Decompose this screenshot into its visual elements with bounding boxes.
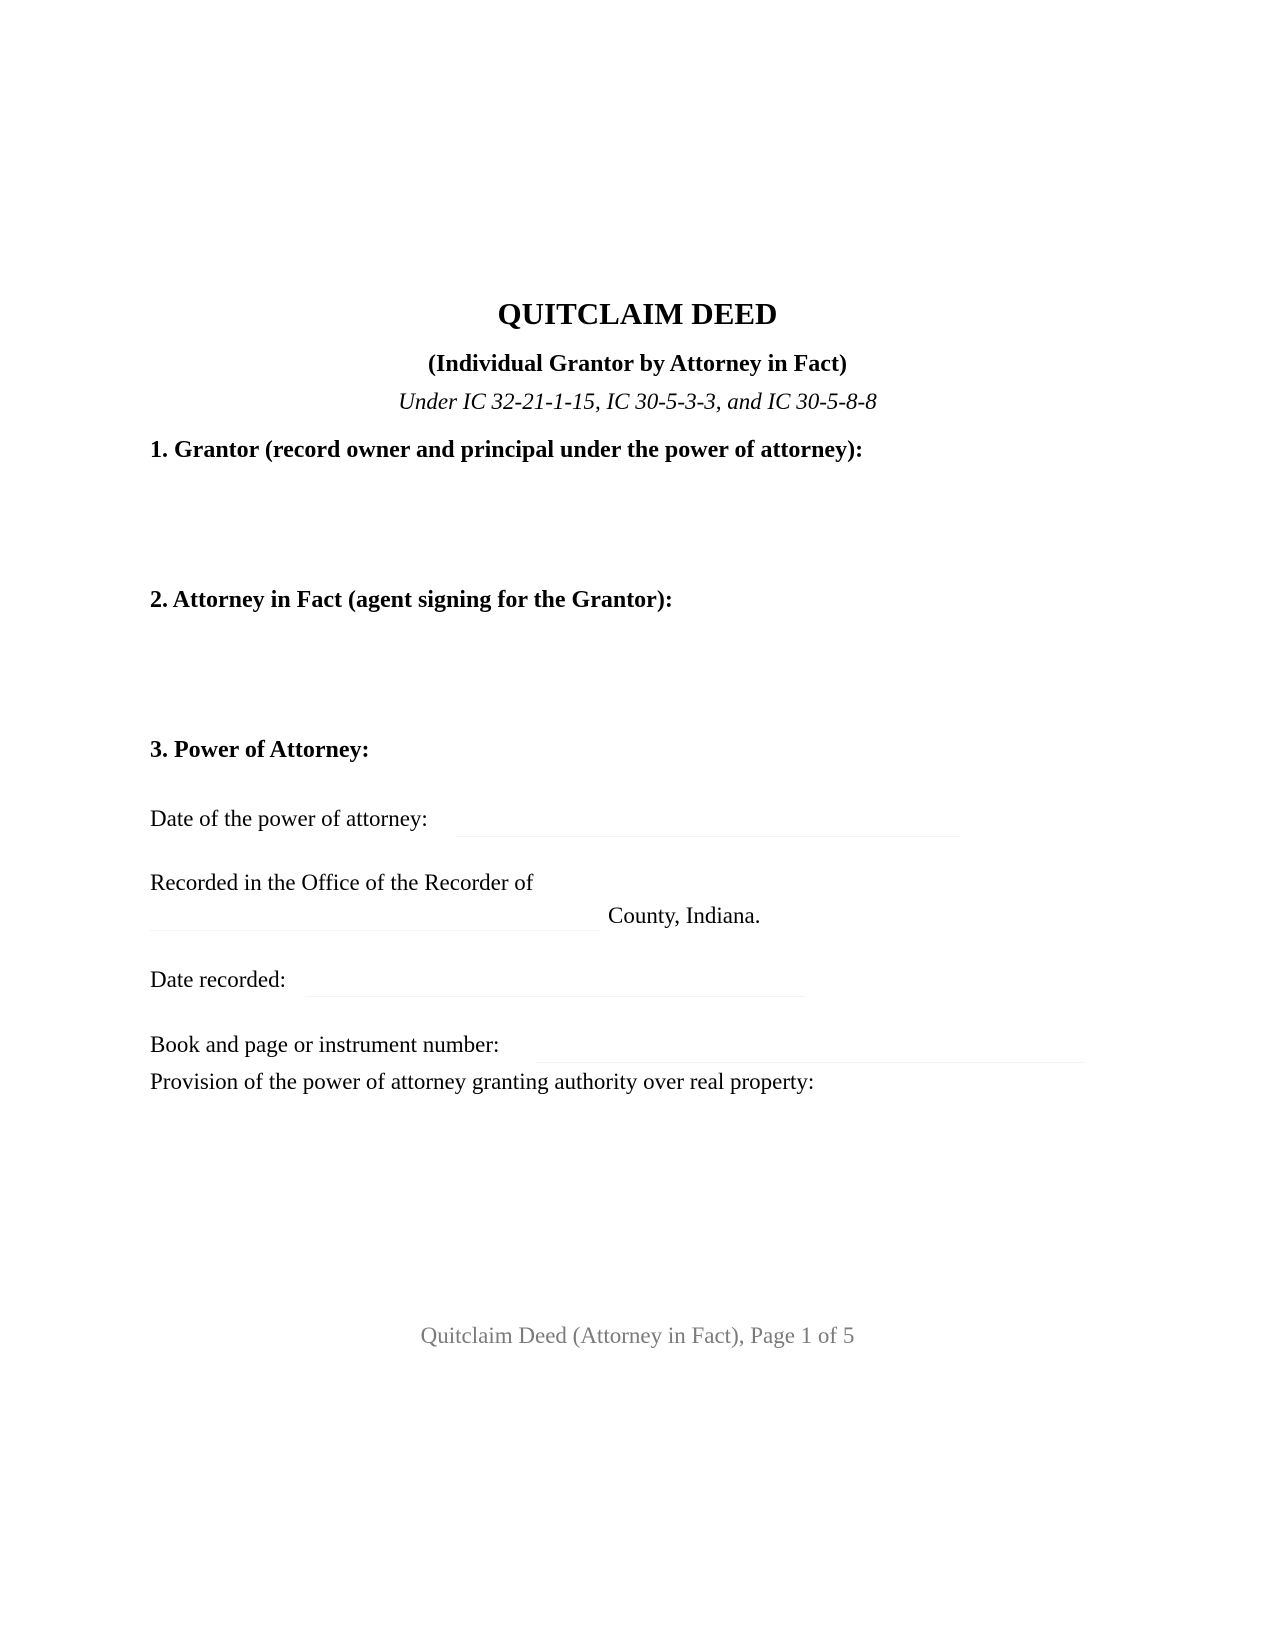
document-title: QUITCLAIM DEED bbox=[497, 296, 778, 331]
statute-reference: Under IC 32-21-1-15, IC 30-5-3-3, and IC 30-5-8-8 bbox=[398, 389, 877, 414]
section-attorney-heading: 2. Attorney in Fact (agent signing for the Grantor): bbox=[150, 587, 673, 613]
poa-date-label: Date of the power of attorney: bbox=[150, 806, 428, 831]
date-recorded-label: Date recorded: bbox=[150, 967, 287, 992]
provision-label: Provision of the power of attorney granting authority over real property: bbox=[150, 1069, 815, 1094]
book-page-label: Book and page or instrument number: bbox=[150, 1032, 500, 1057]
section-power-of-attorney-heading: 3. Power of Attorney: bbox=[150, 737, 370, 763]
book-page-field[interactable] bbox=[535, 1062, 1085, 1063]
date-recorded-field[interactable] bbox=[305, 996, 805, 997]
county-indiana-label: County, Indiana. bbox=[608, 903, 761, 928]
section-grantor-heading: 1. Grantor (record owner and principal under the power of attorney): bbox=[150, 437, 864, 463]
recorded-office-label: Recorded in the Office of the Recorder of bbox=[150, 870, 534, 895]
document-subtitle: (Individual Grantor by Attorney in Fact) bbox=[428, 351, 847, 377]
recorder-county-field[interactable] bbox=[150, 930, 600, 931]
poa-date-field[interactable] bbox=[455, 836, 960, 837]
page-footer: Quitclaim Deed (Attorney in Fact), Page 1 of 5 bbox=[420, 1323, 855, 1348]
